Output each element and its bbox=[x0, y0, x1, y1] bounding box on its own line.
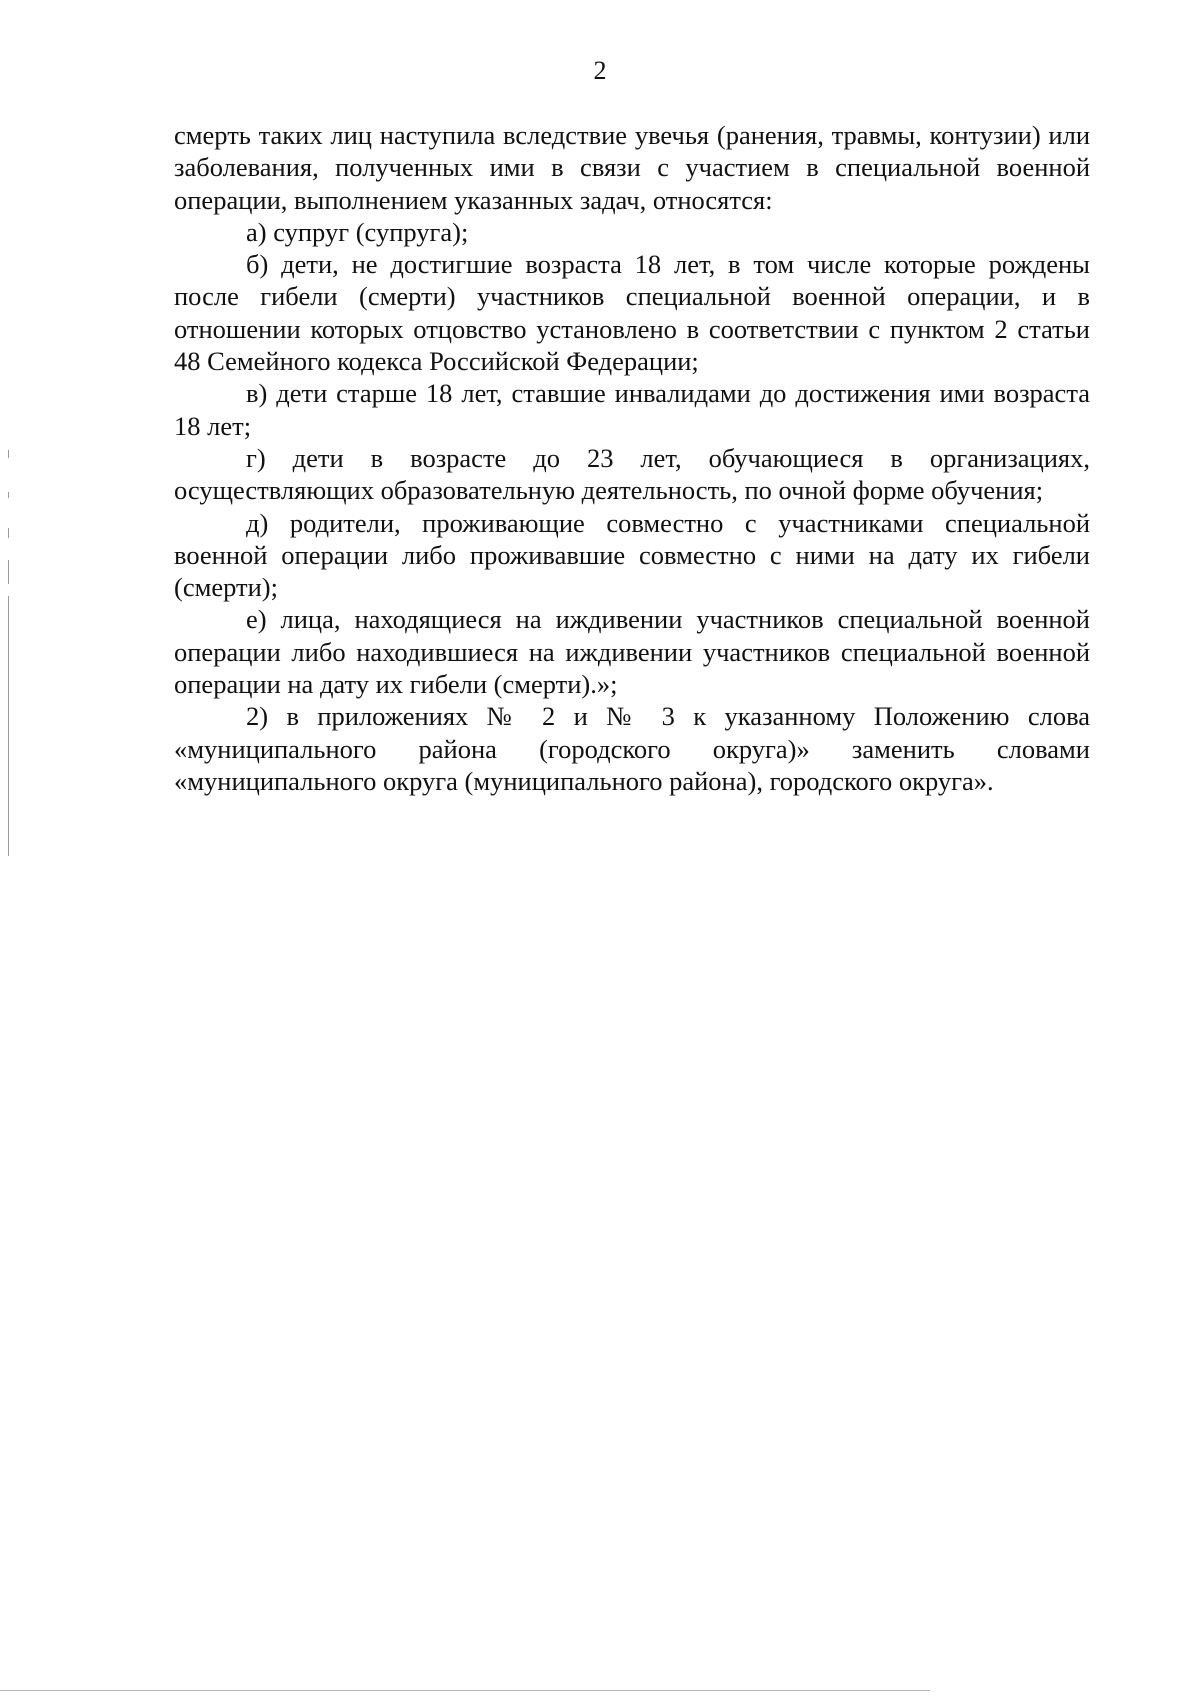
list-item-g: г) дети в возрасте до 23 лет, обучающиеся в организациях, осуществляющих образовательную деятельность, по очной форме обучения; bbox=[174, 442, 1090, 506]
scan-artifact bbox=[0, 1690, 930, 1691]
list-item-d: д) родители, проживающие совместно с участниками специальной военной операции либо проживавшие совместно с ними на дату их гибели (смерти); bbox=[174, 507, 1090, 603]
list-item-e: е) лица, находящиеся на иждивении участников специальной военной операции либо находившиеся на иждивении участников специальной военной операции на дату их гибели (смерти).»; bbox=[174, 604, 1090, 700]
scan-artifact bbox=[8, 450, 9, 458]
scan-artifact bbox=[8, 492, 9, 498]
document-body bbox=[174, 119, 1090, 797]
scan-artifact bbox=[8, 560, 9, 584]
paragraph-continuation: смерть таких лиц наступила вследствие увечья (ранения, травмы, контузии) или заболевания, полученных ими в связи с участием в специальной военной операции, выполнением указанных задач, относятся: bbox=[174, 120, 1090, 215]
list-item-v: в) дети старше 18 лет, ставшие инвалидами до достижения ими возраста 18 лет; bbox=[174, 378, 1090, 441]
amendment-item-2: 2) в приложениях № 2 и № 3 к указанному Положению слова «муниципального района (городского округа)» заменить словами «муниципального округа (муниципального района), городского округа». bbox=[174, 701, 1090, 796]
list-item-b: б) дети, не достигшие возраста 18 лет, в том числе которые рождены после гибели (смерти) участников специальной военной операции, и в отношении которых отцовство установлено в соответствии с пунктом 2 статьи 48 Семейного кодекса Российской Федерации; bbox=[174, 249, 1090, 377]
scan-artifact bbox=[8, 596, 9, 856]
scan-artifact bbox=[8, 528, 9, 538]
page-number: 2 bbox=[593, 56, 607, 85]
list-item-a: а) супруг (супруга); bbox=[246, 216, 469, 247]
